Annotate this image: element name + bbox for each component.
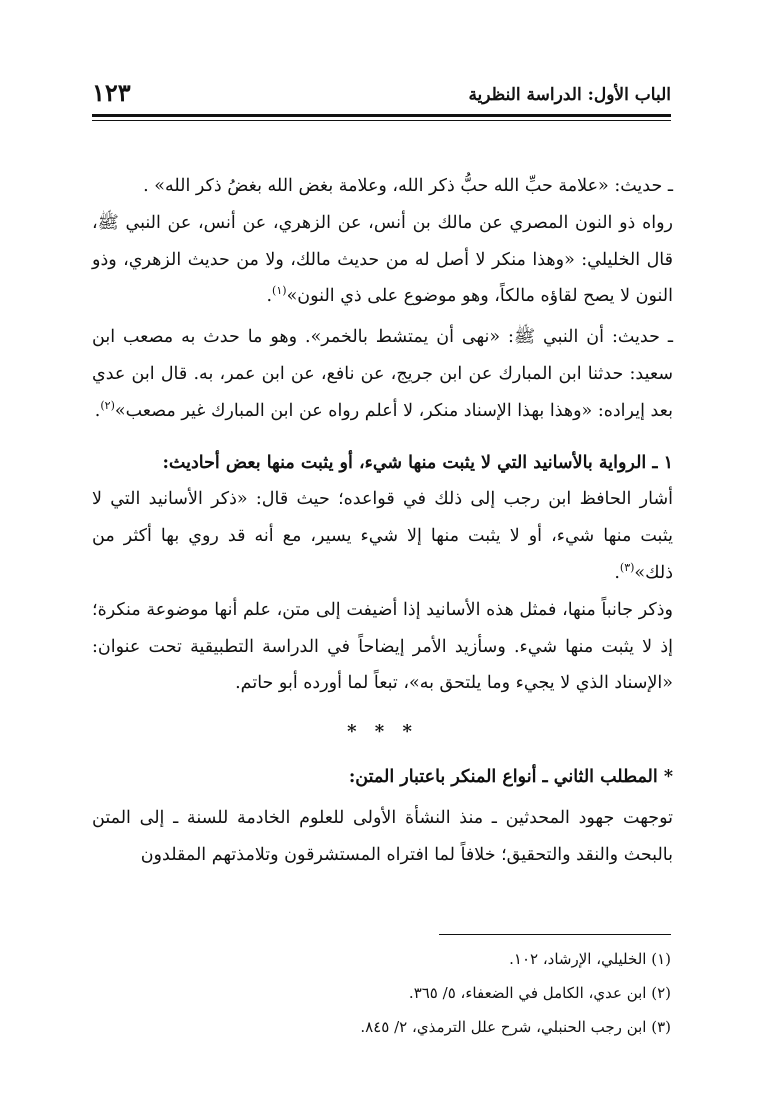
hadith-label: ـ حديث: <box>611 327 673 348</box>
hadith-text: «علامة حبِّ الله حبُّ ذكر الله، وعلامة بغض الله بغضُ ذكر الله» . <box>143 176 609 196</box>
footnote-divider <box>439 934 671 935</box>
spacer <box>92 430 673 445</box>
ibn-rajab-text: أشار الحافظ ابن رجب إلى ذلك في قواعده؛ حيث قال: «ذكر الأسانيد التي لا يثبت منها شيء، أو لا يثبت منها إلا شيء يسير، مع أنه قد روي بها أكثر من ذلك» <box>92 489 673 583</box>
footnote-ref-2[interactable]: (٢) <box>100 398 115 412</box>
footnote-ref-3[interactable]: (٣) <box>619 561 635 575</box>
section-separator: * * * <box>347 721 418 743</box>
main-text <box>92 168 673 873</box>
footnote-ref-1[interactable]: (١) <box>272 284 287 298</box>
footnote-3: (٣) ابن رجب الحنبلي، شرح علل الترمذي، ٢/ ٨٤٥. <box>360 1018 671 1036</box>
chapter-title: الباب الأول: الدراسة النظرية <box>468 85 671 105</box>
page-number: ١٢٣ <box>92 78 131 107</box>
matn-paragraph: توجهت جهود المحدثين ـ منذ النشأة الأولى للعلوم الخادمة للسنة ـ إلى المتن بالبحث والنقد والتحقيق؛ خلافاً لما افتراه المستشرقون وتلامذتهم المقلدون <box>92 807 673 865</box>
ibn-rajab-paragraph <box>92 481 673 591</box>
footnote-2: (٢) ابن عدي، الكامل في الضعفاء، ٥/ ٣٦٥. <box>408 984 671 1002</box>
hadith-paragraph-1 <box>92 168 673 205</box>
narration-end: . <box>266 286 273 307</box>
section-heading-2: * المطلب الثاني ـ أنواع المنكر باعتبار المتن: <box>348 766 673 787</box>
hadith-paragraph-2 <box>92 319 673 429</box>
section-heading-1: ١ ـ الرواية بالأسانيد التي لا يثبت منها شيء، أو يثبت منها بعض أحاديث: <box>162 452 673 473</box>
hadith-end: . <box>94 400 101 421</box>
footnote-1: (١) الخليلي، الإرشاد، ١٠٢. <box>509 950 671 968</box>
footnotes <box>120 942 671 1044</box>
header-rule-thick <box>92 114 671 117</box>
hadith-label: ـ حديث: <box>614 176 673 196</box>
header-rule-thin <box>92 120 671 121</box>
narration-paragraph <box>92 205 673 315</box>
hadith-text: أن النبي ﷺ: «نهى أن يمتشط بالخمر». وهو ما حدث به مصعب ابن سعيد: حدثنا ابن المبارك عن ابن جريج، عن نافع، عن ابن عمر، به. قال ابن عدي بعد إيراده: «وهذا بهذا الإسناد منكر، لا أعلم رواه عن ابن المبارك غير مصعب» <box>92 327 674 421</box>
explanation-paragraph: وذكر جانباً منها، فمثل هذه الأسانيد إذا أضيفت إلى متن، علم أنها موضوعة منكرة؛ إذ لا يثبت منها شيء. وسأزيد الأمر إيضاحاً في الدراسة التطبيقية تحت عنوان: «الإسناد الذي لا يجيء وما يلتحق به»، تبعاً لما أورده أبو حاتم. <box>92 599 673 694</box>
narration-text: رواه ذو النون المصري عن مالك بن أنس، عن الزهري، عن أنس، عن النبي ﷺ، قال الخليلي: «وهذا منكر لا أصل له من حديث مالك، ولا من حديث الزهري، وذو النون لا يصح لقاؤه مالكاً، وهو موضوع على ذي النون» <box>92 212 673 307</box>
ibn-rajab-end: . <box>614 562 620 583</box>
